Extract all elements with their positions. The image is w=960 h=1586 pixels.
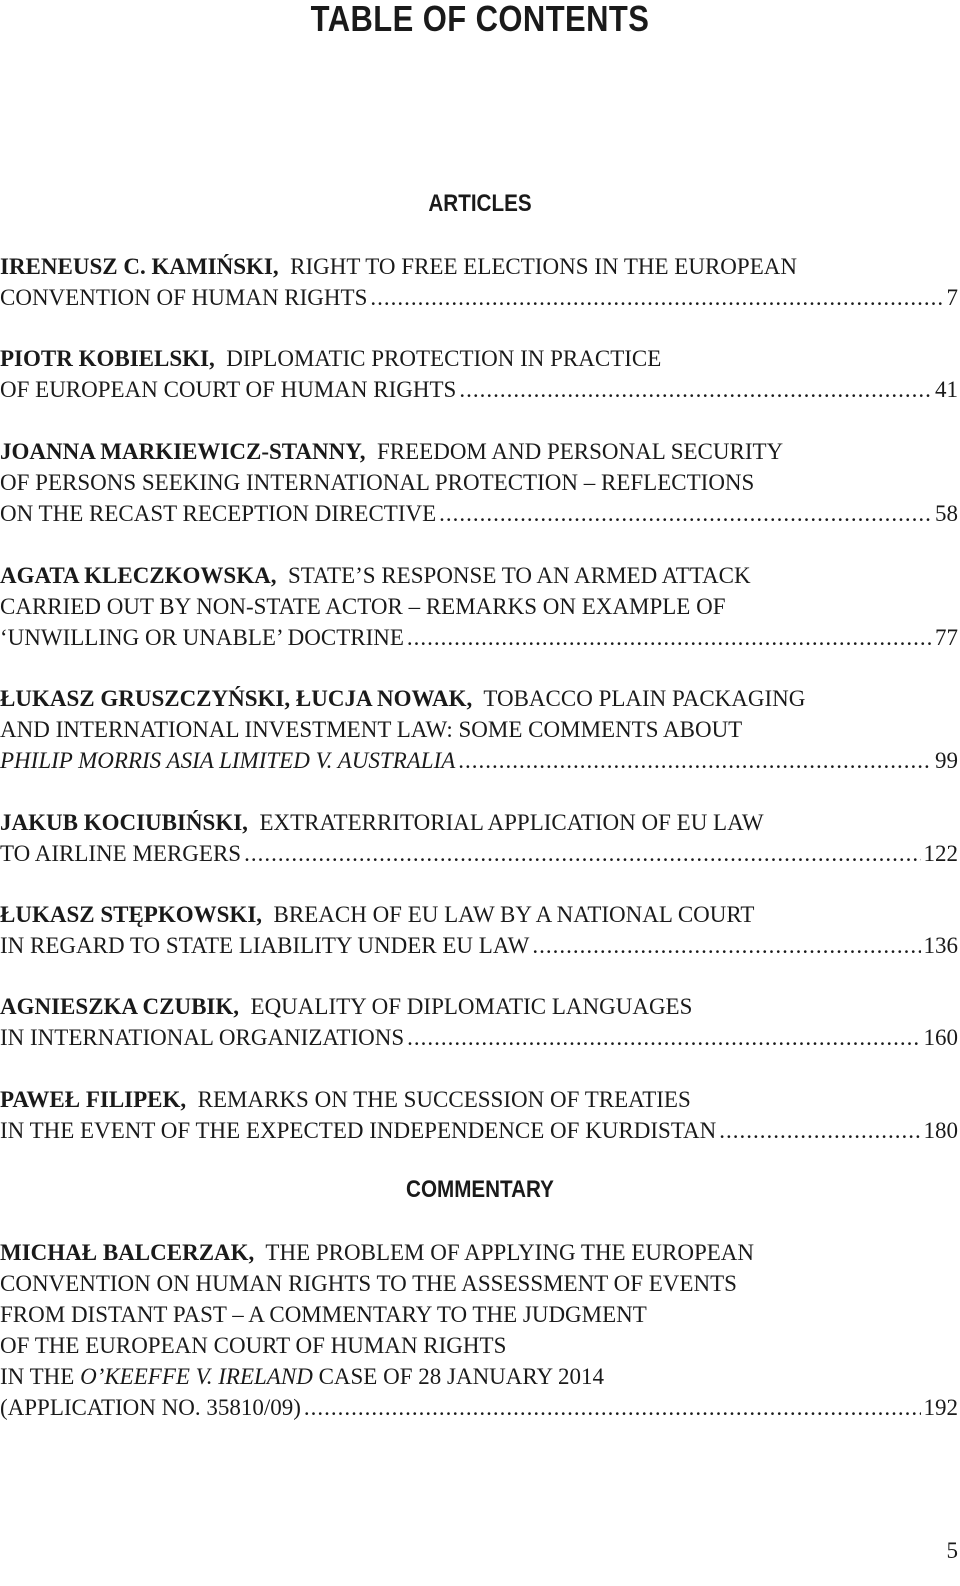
toc-entry[interactable] [0,899,958,961]
page-title: TABLE OF CONTENTS [310,0,650,39]
dot-leader [244,838,920,869]
entry-title: DIPLOMATIC PROTECTION IN PRACTICE [226,346,662,371]
entry-author: ŁUKASZ GRUSZCZYŃSKI, ŁUCJA NOWAK, [0,686,473,711]
dot-leader [439,498,932,529]
entry-title: CARRIED OUT BY NON-STATE ACTOR – REMARKS ON EXAMPLE OF [0,594,726,619]
dot-leader [370,282,943,313]
entry-title: THE PROBLEM OF APPLYING THE EUROPEAN [265,1240,755,1265]
entry-page-number: 160 [923,1025,958,1050]
entry-author: AGNIESZKA CZUBIK, [0,994,240,1019]
section-heading-commentary: COMMENTARY [406,1176,554,1203]
entry-author: AGATA KLECZKOWSKA, [0,563,277,588]
toc-entry[interactable] [0,436,958,529]
dot-leader [458,745,932,776]
entry-title: FREEDOM AND PERSONAL SECURITY [376,439,784,464]
entry-page-number: 192 [923,1395,958,1420]
toc-entry[interactable] [0,1084,958,1146]
dot-leader [532,930,920,961]
entry-author: PIOTR KOBIELSKI, [0,346,215,371]
entry-title: ‘UNWILLING OR UNABLE’ DOCTRINE [0,625,404,650]
entry-title: BREACH OF EU LAW BY A NATIONAL COURT [273,902,755,927]
entry-author: ŁUKASZ STĘPKOWSKI, [0,902,263,927]
entry-page-number: 122 [923,841,958,866]
case-name: O’KEEFFE V. IRELAND [80,1364,313,1389]
entry-title: PHILIP MORRIS ASIA LIMITED V. AUSTRALIA [0,748,456,773]
entry-title: EQUALITY OF DIPLOMATIC LANGUAGES [250,994,693,1019]
dot-leader [407,622,932,653]
entry-title: TO AIRLINE MERGERS [0,841,242,866]
dot-leader [304,1392,921,1423]
entry-title: IN THE [0,1364,75,1389]
entry-title: TOBACCO PLAIN PACKAGING [483,686,806,711]
entry-title: CONVENTION OF HUMAN RIGHTS [0,285,368,310]
dot-leader [719,1115,920,1146]
entry-title: (APPLICATION NO. 35810/09) [0,1395,301,1420]
entry-author: PAWEŁ FILIPEK, [0,1087,187,1112]
entry-title: CASE OF 28 JANUARY 2014 [318,1364,604,1389]
entry-title: FROM DISTANT PAST – A COMMENTARY TO THE JUDGMENT [0,1302,647,1327]
toc-entry[interactable] [0,343,958,405]
entry-title: OF THE EUROPEAN COURT OF HUMAN RIGHTS [0,1333,507,1358]
entry-title: EXTRATERRITORIAL APPLICATION OF EU LAW [259,810,764,835]
entry-title: OF EUROPEAN COURT OF HUMAN RIGHTS [0,377,457,402]
entry-title: RIGHT TO FREE ELECTIONS IN THE EUROPEAN [290,254,797,279]
toc-entry[interactable] [0,1237,958,1423]
entry-author: JOANNA MARKIEWICZ-STANNY, [0,439,366,464]
entry-title: OF PERSONS SEEKING INTERNATIONAL PROTECTION – REFLECTIONS [0,470,755,495]
dot-leader [407,1022,920,1053]
entry-title: AND INTERNATIONAL INVESTMENT LAW: SOME COMMENTS ABOUT [0,717,743,742]
toc-entry[interactable] [0,560,958,653]
entry-title: IN THE EVENT OF THE EXPECTED INDEPENDENCE OF KURDISTAN [0,1118,717,1143]
entry-page-number: 136 [923,933,958,958]
toc-entry[interactable] [0,807,958,869]
entry-page-number: 180 [923,1118,958,1143]
section-heading-articles: ARTICLES [428,190,532,217]
entry-author: IRENEUSZ C. KAMIŃSKI, [0,254,279,279]
entry-author: MICHAŁ BALCERZAK, [0,1240,255,1265]
entry-page-number: 77 [935,625,958,650]
entry-page-number: 99 [935,748,958,773]
entry-title: IN INTERNATIONAL ORGANIZATIONS [0,1025,405,1050]
dot-leader [459,374,932,405]
toc-entry[interactable] [0,991,958,1053]
entry-page-number: 58 [935,501,958,526]
entry-title: STATE’S RESPONSE TO AN ARMED ATTACK [287,563,751,588]
entry-title: REMARKS ON THE SUCCESSION OF TREATIES [197,1087,691,1112]
page-number: 5 [946,1538,958,1563]
entry-title: ON THE RECAST RECEPTION DIRECTIVE [0,501,437,526]
entry-author: JAKUB KOCIUBIŃSKI, [0,810,248,835]
entry-title: IN REGARD TO STATE LIABILITY UNDER EU LAW [0,933,530,958]
entry-page-number: 7 [946,285,958,310]
toc-entry[interactable] [0,251,958,313]
entry-page-number: 41 [935,377,958,402]
entry-title: CONVENTION ON HUMAN RIGHTS TO THE ASSESSMENT OF EVENTS [0,1271,737,1296]
toc-entry[interactable] [0,683,958,776]
